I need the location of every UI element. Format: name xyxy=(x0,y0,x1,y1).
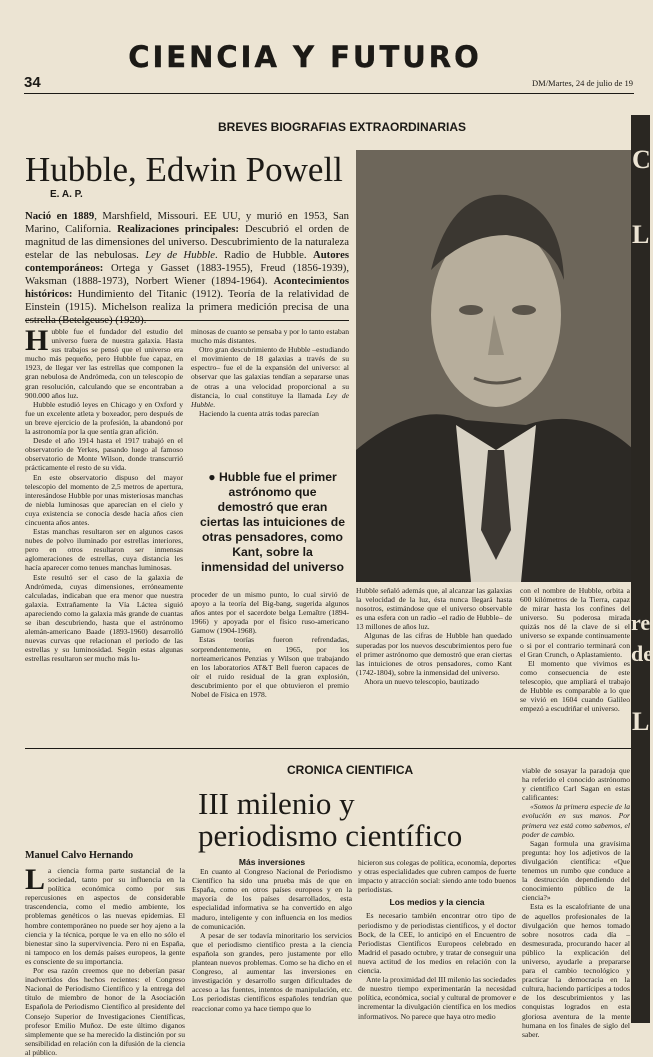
edge-letter: de xyxy=(631,641,653,666)
article1-byline: E. A. P. xyxy=(50,189,83,200)
pullquote xyxy=(200,470,345,575)
paragraph: Estas teorías fueron refrendadas, sorprendentemente, en 1965, por los norteamericanos Penzias y Wilson que trabajando en los laboratorios AT&T Bell fueron capaces de oír el ruido residual de la gran explosión, descubrimiento por el que obtuvieron el premio Nobel de Física en 1978. xyxy=(191,635,349,700)
paragraph: El momento que vivimos es como consecuencia de este telescopio, que ampliará el trabajo de Hubble es comparable a lo que se vivió en 1604 cuando Galileo empezó a escudriñar el universo. xyxy=(520,658,630,714)
header-rule xyxy=(24,93,634,94)
article2-author: Manuel Calvo Hernando xyxy=(25,850,134,861)
article-separator-rule xyxy=(25,748,631,749)
lead-law: Ley de Hubble xyxy=(138,249,215,261)
lead-text: , Marshfield, Missouri. EE UU, y murió en 1953, San Marino, California. xyxy=(25,210,349,235)
portrait-illustration xyxy=(356,150,634,582)
paragraph: Hubble señaló además que, al alcanzar las galaxias la velocidad de la luz, ésta nunca llegará hasta nosotros, estimándose que el universo observable es una esfera con un radio –el radio de Hubble– de 13 millones de años luz. xyxy=(356,586,512,632)
quote: «Somos la primera especie de la evolución en sus manos. Por primera vez está como sabemos, el poder de cambio. xyxy=(522,802,630,839)
page-number: 34 xyxy=(24,74,41,91)
paragraph: Este resultó ser el caso de la galaxia de Andrómeda, cuyas dimensiones, erróneamente calculadas, indicaban que era menor que nuestra galaxia. Extrañamente la Vía Láctea siguió apareciendo como la galaxia más grande de cuantas se iban descubriendo, hasta que el astrónomo alemán-americano Baade (1893-1960) desarrolló nuevas curvas que relacionan el período de las estrellas y su luminosidad. Según estas algunas estrellas resultaron ser mucho más lu- xyxy=(25,572,183,664)
article1-column-2 xyxy=(191,327,349,455)
lead-text: Descubrió el orden de magnitud de las dimensiones del universo. Descubrimiento de la naturaleza estelar de las nebulosas. xyxy=(25,223,350,261)
edge-letter: L xyxy=(632,707,650,736)
paragraph: con el nombre de Hubble, orbita a 600 kilómetros de la Tierra, capaz de mirar hasta los confines del universo. Su poderosa mirada quizás nos dé la clave de si el universo se expande continuamente o si por el contrario terminará con el Gran Crunch, o Aplastamiento. xyxy=(520,586,630,659)
paragraph: Por esa razón creemos que no deberían pasar inadvertidos dos hechos recientes: el Congreso Nacional de Periodismo Científico y la entrega del título de miembro de honor de la Asociación Española de Periodismo Científico al presidente del Consejo Superior de Investigaciones Científicas, profesor Emilio Muñoz. De este último diganos simplemente que se ha merecido la distinción por su sensibilidad en relación con la difusión de la ciencia al público. xyxy=(25,966,185,1057)
paragraph xyxy=(191,345,349,409)
paragraph: hicieron sus colegas de política, economía, deportes y otras especialidades que cubren campos de fuerte impacto y atracción social: siendo ante todo buenos periodistas. xyxy=(358,858,516,895)
bullet-icon: ● xyxy=(208,470,219,484)
paragraph: Desde el año 1914 hasta el 1917 trabajó en el observatorio de Yerkes, pasando luego al famoso observatorio de Monte Wilson, donde transcurrió prácticamente el resto de su vida. xyxy=(25,436,183,473)
paragraph: proceder de un mismo punto, lo cual sirvió de apoyo a la teoría del Big-bang, sugerida algunos años antes por el sacerdote belga Lemaître (1894-1966) y apoyada por el físico ruso-americano Gamow (1904-1968). xyxy=(191,590,349,636)
paragraph: Hubble estudió leyes en Chicago y en Oxford y fue un excelente atleta y boxeador, pero después de un breve ejercicio de la profesión, la abandonó por la astronomía por la que sentía gran afición. xyxy=(25,399,183,437)
masthead: CIENCIA Y FUTURO xyxy=(90,40,520,74)
drop-cap: L xyxy=(25,863,46,896)
article1-column-5 xyxy=(520,586,630,742)
article1-lead xyxy=(25,210,349,327)
article2-column-4 xyxy=(522,766,630,1039)
hubble-portrait-photo xyxy=(356,150,634,582)
lead-text: Hundimiento del Titanic (1912). Teoría de la relatividad de Einstein (1915). Michelson realiza la primera medición precisa de una estrella (Betelgeuse) (1920). xyxy=(25,288,349,326)
article2-column-2 xyxy=(192,858,352,1018)
paragraph: Esta es la escalofriante de una de aquellos profesionales de la divulgación que hemos tomado sobre nosotros cada día –desmesurada, procurando hacer al público la explicación del universo, ayudarle a prepararse para el cambio tecnológico y practicar la democracia en la cultura, haciendo partícipes a todos de los descubrimientos y las conquistas logrados en esta gloriosa aventura de la mente humana en los finales de siglo del saber. xyxy=(522,902,630,1039)
lead-label-birth: Nació en 1889 xyxy=(25,210,95,222)
article2-headline-line2: periodismo científico xyxy=(198,818,463,853)
paragraph: A pesar de ser todavía minoritario los servicios que el periodismo científico presta a la ciencia española son grandes, pero justamente por ello plantean nuevos problemas. Como se ha dicho en el Congreso, al aumentar las inversiones en investigación y desarrollo surgen dificultades de acceso a las fuentes, intentos de manipulación, etc. Los periodistas científicos españoles tendrían que reaccionar como ya hace tiempo que lo xyxy=(192,930,352,1013)
edge-letter: re xyxy=(631,610,651,635)
lead-text: Ortega y Gasset (1883-1955), Freud (1856-1939), Waksman (1888-1973), Norbert Wiener (1894-1964). xyxy=(25,262,349,287)
edge-letter: C xyxy=(632,145,651,174)
paragraph: Sagan formula una gravísima pregunta: hoy los adjetivos de la divulgación científica: «Que tenemos un rumbo que conduce a la destrucción dependiendo del conocimiento público de la ciencia?» xyxy=(522,838,630,903)
pullquote-text xyxy=(200,470,345,575)
pullquote-body: Hubble fue el primer astrónomo que demostró que eran ciertas las intuiciones de otras pensadores, como Kant, sobre la inmensidad del universo xyxy=(200,470,345,574)
paragraph: Algunas de las cifras de Hubble han quedado superadas por los nuevos descubrimientos pero fue el primer astrónomo que demostró que eran ciertas las intuiciones de otros pensadores, como Kant (1742-1804), sobre la inmensidad del universo. xyxy=(356,631,512,677)
paragraph: Ante la proximidad del III milenio las sociedades de nuestro tiempo experimentarán la necesidad política, económica, social y cultural de promover e incrementar la divulgación científica en los medios informativos. No parece que haya otro medio xyxy=(358,975,516,1021)
lead-label-events: Acontecimientos históricos: xyxy=(25,275,349,300)
paragraph: viable de sosayar la paradoja que ha referido el conocido astrónomo y científico Carl Sagan en estas calificantes: xyxy=(522,766,630,803)
section-heading-cronica: CRONICA CIENTIFICA xyxy=(287,763,414,777)
paragraph: Ahora un nuevo telescopio, bautizado xyxy=(364,676,479,686)
paragraph: minosas de cuanto se pensaba y por lo tanto estaban mucho más distantes. xyxy=(191,327,349,346)
article1-headline: Hubble, Edwin Powell xyxy=(25,150,343,189)
article1-column-4 xyxy=(356,586,512,742)
drop-cap: H xyxy=(25,324,49,357)
article2-headline-line1: III milenio y xyxy=(198,786,355,821)
paragraph: Estas manchas resultaron ser en algunos casos nubes de polvo iluminado por estrellas interiores, pero en otros resultaron ser inmensas aglomeraciones de estrellas, cuya distancia les hacía aparecer como tenues manchas luminosas. xyxy=(25,527,183,573)
article1-column-1 xyxy=(25,324,183,737)
section-heading-biografias: BREVES BIOGRAFIAS EXTRAORDINARIAS xyxy=(218,120,467,134)
law-name: Ley de Hubble. xyxy=(191,390,349,409)
dateline: DM/Martes, 24 de julio de 19 xyxy=(532,78,634,88)
edge-letter: L xyxy=(632,220,650,249)
subheading: Los medios y la ciencia xyxy=(389,897,485,908)
lead-label-contemp: Autores contemporáneos: xyxy=(25,249,350,274)
paragraph: En cuanto al Congreso Nacional de Periodismo Científico ha sido una prueba más de que en España, como en otros países europeos y en la mayoría de los países desarrollados, esta especialidad informativa se ha convertido en algo maduro, inteligente y con influencia en los medios de comunicación. xyxy=(192,867,352,931)
paragraph: ubble fue el fundador del estudio del universo fuera de nuestra galaxia. Hasta sus trabajos se pensó que el universo era mucho más pequeño, pero Hubble fue capaz, en 1923, de llegar ver las estrellas que componen la gran nebulosa de Andrómeda, con un telescopio de gran resolución, calculando que se encontraban a 900.000 años luz. xyxy=(25,327,183,400)
lead-rule xyxy=(25,320,349,321)
adjacent-page-edge xyxy=(631,115,653,1023)
article1-column-3 xyxy=(191,590,349,740)
paragraph: En este observatorio dispuso del mayor telescopio del momento de 2,5 metros de apertura, interesándose Hubble por unas misteriosas manchas de niebla luminosas que aparecían en el cielo y cuya existencia se conocía desde hacía años cien cincuenta años antes. xyxy=(25,472,183,527)
lead-text: . Radio de Hubble. xyxy=(215,249,307,261)
subheading: Más inversiones xyxy=(238,857,306,867)
article2-column-3 xyxy=(358,858,516,1021)
lead-label-main: Realizaciones principales: xyxy=(117,223,239,235)
article2-column-1 xyxy=(25,863,185,1057)
paragraph: Haciendo la cuenta atrás todas parecían xyxy=(199,408,319,418)
paragraph-text: Otro gran descubrimiento de Hubble –estudiando el movimiento de 18 galaxias a través de su espectro– fue el de la expansión del universo: al observar que las galaxias tendían a separarse unas de otras a una velocidad proporcional a su distancia, lo cual constituye la llamada xyxy=(191,345,349,400)
paragraph: a ciencia forma parte sustancial de la sociedad, tanto por su influencia en la política económica como por sus repercusiones en aspectos de considerable trascendencia, como el medio ambiente, los problemas genéticos o las nuevas epidemias. El hombre contemporáneo no puede ser hoy ajeno a la ciencia y la técnica, porque le va en ello no sólo el bienestar sino la supervivencia. Pero ni en España, ni tampoco en los demás países europeos, la gente es consciente de su importancia. xyxy=(25,866,185,966)
paragraph: Es necesario también encontrar otro tipo de periodismo y de periodistas científicos, y el doctor Bock, de la CEE, lo anticipó en el Encuentro de Periodistas Científicos Europeos celebrado en Madrid el pasado octubre, y tratar de conseguir una nueva actitud de los medios en relación con la ciencia. xyxy=(358,911,516,976)
